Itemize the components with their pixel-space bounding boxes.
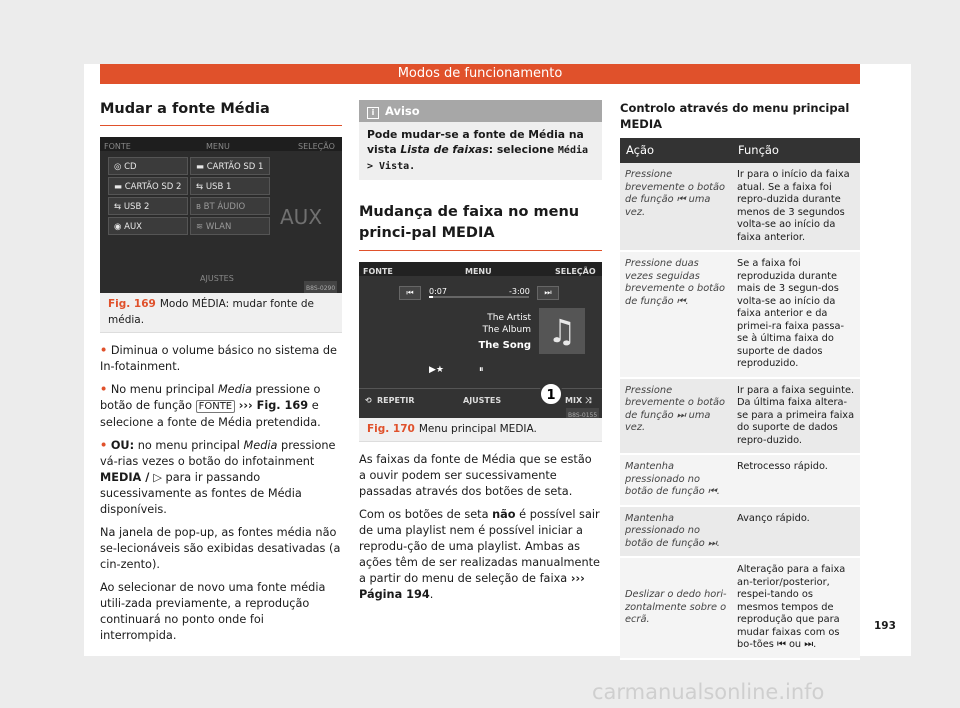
artist-name: The Artist xyxy=(487,313,531,323)
tile-usb1: ⇆ USB 1 xyxy=(190,177,270,195)
sd-card-icon: ▬ xyxy=(196,162,207,172)
table-row: Mantenha pressionado no botão de função ⏮. Retrocesso rápido. xyxy=(620,454,860,506)
column-1 xyxy=(100,100,342,651)
bluetooth-icon: ʙ xyxy=(196,202,204,212)
section-header: Modos de funcionamento xyxy=(100,64,860,84)
table-row: Deslizar o dedo hori-zontalmente sobre o ecrã. Alteração para a faixa an-terior/posterior, respei-tando os mesmos tempos de reprodução que para mudar faixas com os bo-tões ⏮ ou ⏭. xyxy=(620,557,860,659)
figure-caption: Fig. 170 Menu principal MEDIA. xyxy=(359,418,602,442)
tile-bt-audio: ʙ BT ÁUDIO xyxy=(190,197,270,215)
mix-label: MIX xyxy=(565,396,583,405)
figure-170 xyxy=(359,262,602,442)
paragraph-resume: Ao selecionar de novo uma fonte média utili-zada previamente, a reprodução continuará no ponto onde foi interrompida. xyxy=(100,581,326,642)
play-star-icon: ▶★ xyxy=(429,365,444,375)
aux-icon: ◉ xyxy=(114,222,125,232)
callout-1: 1 xyxy=(539,382,563,406)
usb-icon: ⇆ xyxy=(196,182,206,192)
media-main-screen xyxy=(359,262,602,418)
figure-169 xyxy=(100,137,342,333)
column-2 xyxy=(359,100,602,610)
paragraph-arrows: As faixas da fonte de Média que se estão a ouvir podem ser sucessivamente passadas através dos botões de seta. xyxy=(359,453,592,498)
tile-wlan: ≋ WLAN xyxy=(190,217,270,235)
heading-mudar-fonte: Mudar a fonte Média xyxy=(100,101,270,117)
figure-code: B8S-0290 xyxy=(304,281,337,293)
column-3 xyxy=(620,100,860,660)
tile-sd1: ▬ CARTÃO SD 1 xyxy=(190,157,270,175)
next-track-icon: ⏭ xyxy=(537,286,559,300)
repeat-icon: ⟲ xyxy=(365,396,372,405)
album-name: The Album xyxy=(482,325,531,335)
table-row: Pressione brevemente o botão de função ⏮ uma vez. Ir para o início da faixa atual. Se a faixa foi repro-duzida durante menos de 3 segundos volta-se ao início da faixa anterior. xyxy=(620,163,860,251)
ajustes-label: AJUSTES xyxy=(200,274,234,283)
tile-sd2: ▬ CARTÃO SD 2 xyxy=(108,177,188,195)
figure-code: B8S-0155 xyxy=(566,408,599,418)
tab-menu: MENU xyxy=(465,267,492,276)
progress-bar xyxy=(429,296,529,298)
media-key: MEDIA / ▷ xyxy=(100,471,162,484)
notice-box: i Aviso Pode mudar-se a fonte de Média na vista Lista de faixas: selecione Média > Vista. xyxy=(359,100,602,180)
tile-usb2: ⇆ USB 2 xyxy=(108,197,188,215)
tab-menu: MENU xyxy=(206,142,230,151)
media-control-table xyxy=(620,138,860,660)
previous-track-icon: ⏮ xyxy=(399,286,421,300)
tab-selecao: SELEÇÃO xyxy=(298,142,335,151)
column-header-acao: Ação xyxy=(620,138,732,163)
repeat-label: REPETIR xyxy=(377,396,415,405)
tile-cd: ◎ CD xyxy=(108,157,188,175)
tab-fonte: FONTE xyxy=(363,267,393,276)
usb-icon: ⇆ xyxy=(114,202,124,212)
sd-card-icon: ▬ xyxy=(114,182,125,192)
paragraph-playlist: Com os botões de seta não é possível sair de uma playlist nem é possível iniciar a reprodu-ção de uma playlist. Ambas as ações têm de ser realizadas manualmente a partir do menu de seleção de faixa ››› Página 194. xyxy=(359,508,601,601)
tile-aux: ◉ AUX xyxy=(108,217,188,235)
wifi-icon: ≋ xyxy=(196,222,206,232)
info-icon: i xyxy=(367,107,379,119)
fonte-key: FONTE xyxy=(196,400,236,413)
elapsed-time: 0:07 xyxy=(429,287,447,296)
remaining-time: -3:00 xyxy=(509,287,530,296)
bullet-1: • Diminua o volume básico no sistema de In-fotainment. xyxy=(100,344,338,373)
table-row: Mantenha pressionado no botão de função ⏭. Avanço rápido. xyxy=(620,506,860,558)
tab-selecao: SELEÇÃO xyxy=(555,267,596,276)
table-row: Pressione duas vezes seguidas brevemente o botão de função ⏮. Se a faixa foi reproduzida durante mais de 3 segun-dos volta-se ao início da faixa anterior e da primei-ra faixa passa-se à última faixa do suporte de dados reproduzido. xyxy=(620,251,860,378)
disc-icon: ◎ xyxy=(114,162,125,172)
bullet-2: • No menu principal Media pressione o botão de função FONTE ››› Fig. 169 e selecione a fonte de Média pretendida. xyxy=(100,383,321,429)
figure-caption: Fig. 169 Modo MÉDIA: mudar fonte de média. xyxy=(100,293,342,333)
album-art-music-icon: ♫ xyxy=(539,308,585,354)
bullet-3: • OU: no menu principal Media pressione vá-rias vezes o botão do infotainment MEDIA / ▷ para ir passando sucessivamente as fontes de Média disponíveis. xyxy=(100,439,336,516)
heading-mudanca-faixa: Mudança de faixa no menu princi-pal MEDIA xyxy=(359,204,580,241)
page-number: 193 xyxy=(874,620,896,632)
table-row: Pressione brevemente o botão de função ⏭ uma vez. Ir para a faixa seguinte. Da última faixa altera-se para a primeira faixa do suporte de dados repro-duzido. xyxy=(620,378,860,455)
song-name: The Song xyxy=(478,340,531,351)
shuffle-icon: ⤨ xyxy=(585,396,592,405)
paragraph-popup: Na janela de pop-up, as fontes média não se-lecionáveis são exibidas desativadas (a cin-zento). xyxy=(100,526,341,571)
tab-fonte: FONTE xyxy=(104,142,131,151)
media-source-screen xyxy=(100,137,342,293)
pause-icon: ⏸ xyxy=(479,365,484,375)
table-heading: Controlo através do menu principal MEDIA xyxy=(620,101,850,131)
watermark: carmanualsonline.info xyxy=(592,680,825,704)
aux-big-label: AUX xyxy=(280,205,323,229)
column-header-funcao: Função xyxy=(732,138,860,163)
ajustes-label: AJUSTES xyxy=(463,396,502,405)
